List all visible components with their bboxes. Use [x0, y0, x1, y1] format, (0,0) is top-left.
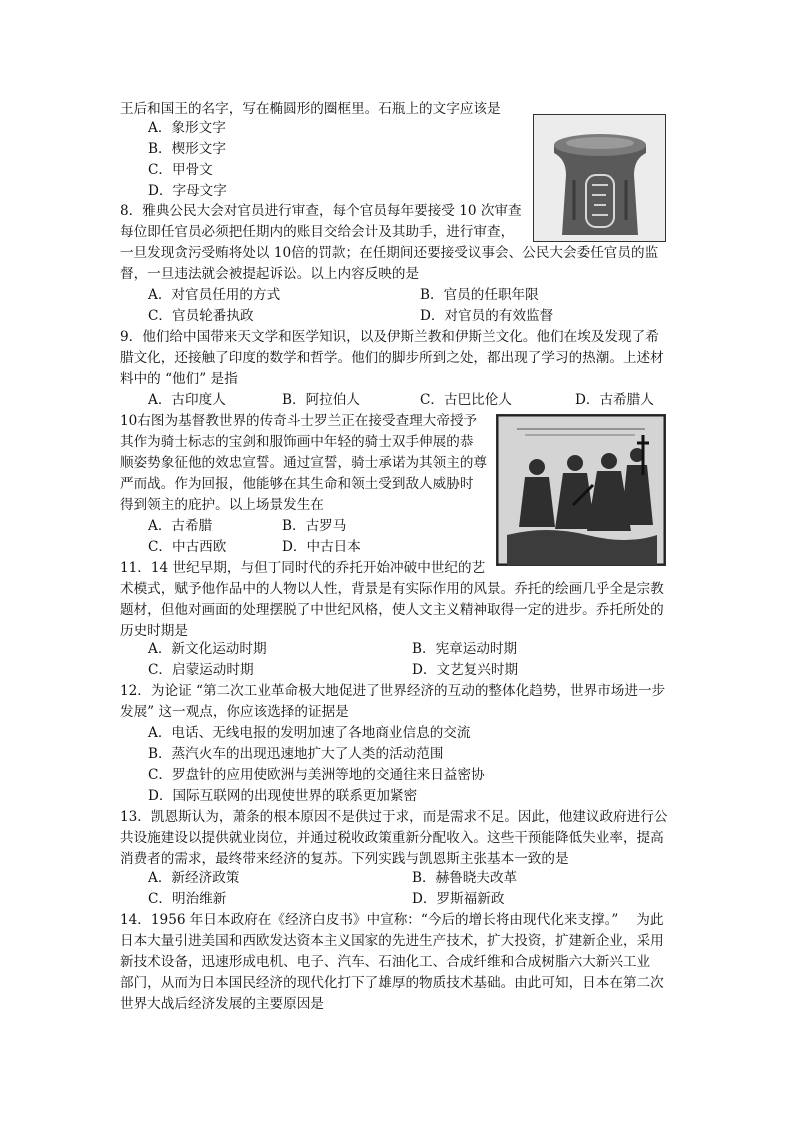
q14-stem-line-3: 新技术设备，迅速形成电机、电子、汽车、石油化工、合成纤维和合成树脂六大新兴工业 — [120, 954, 651, 970]
q12-option-b: B．蒸汽火车的出现迅速地扩大了人类的活动范围 — [148, 746, 444, 762]
q13-stem-line-3: 消费者的需求，最终带来经济的复苏。下列实践与凯恩斯主张基本一致的是 — [120, 851, 569, 867]
q7-option-b: B．楔形文字 — [148, 141, 226, 157]
q13-option-a: A．新经济政策 — [148, 870, 240, 886]
q8-stem-line-3: 一旦发现贪污受贿将处以 10倍的罚款；在任期间还要接受议事会、公民大会委任官员的监 — [120, 245, 659, 261]
q9-stem-line-2: 腊文化，还接触了印度的数学和哲学。他们的脚步所到之处，都出现了学习的热潮。上述材 — [120, 350, 664, 366]
q9-option-d: D．古希腊人 — [575, 392, 654, 408]
q11-option-b: B．宪章运动时期 — [412, 641, 518, 657]
q14-stem-line-4: 部门，从而为日本国民经济的现代化打下了雄厚的物质技术基础。由此可知，日本在第二次 — [120, 975, 664, 991]
q11-option-d: D．文艺复兴时期 — [412, 662, 519, 678]
q12-option-a: A．电话、无线电报的发明加速了各地商业信息的交流 — [148, 725, 471, 741]
q8-stem-line-2: 每位即任官员必须把任期内的账目交给会计及其助手，进行审查， — [120, 224, 515, 240]
q8-option-c: C．官员轮番执政 — [148, 308, 254, 324]
q8-stem-line-4: 督，一旦违法就会被提起诉讼。以上内容反映的是 — [120, 266, 420, 282]
q7-option-d: D．字母文字 — [148, 183, 227, 199]
q10-stem-line-2: 其作为骑士标志的宝剑和服饰画中年轻的骑士双手伸展的恭 — [120, 434, 474, 450]
q14-stem-line-5: 世界大战后经济发展的主要原因是 — [120, 996, 324, 1012]
q10-option-b: B．古罗马 — [282, 518, 347, 534]
q10-stem-line-4: 严而战。作为回报，他能够在其生命和领土受到敌人威胁时 — [120, 476, 474, 492]
q9-option-c: C．古巴比伦人 — [420, 392, 512, 408]
q12-stem-line-1: 12．为论证 “第二次工业革命极大地促进了世界经济的互动的整体化趋势，世界市场进一步 — [120, 683, 666, 699]
q10-stem-line-1: 10右图为基督教世界的传奇斗士罗兰正在接受查理大帝授予 — [120, 413, 478, 429]
q14-stem-line-1: 14．1956 年日本政府在《经济白皮书》中宣称：“今后的增长将由现代化来支撑。” 为此 — [120, 912, 664, 928]
q11-option-a: A．新文化运动时期 — [148, 641, 267, 657]
q13-option-b: B．赫鲁晓夫改革 — [412, 870, 518, 886]
stone-jar-image — [533, 114, 666, 242]
q11-stem-line-3: 题材，但他对画面的处理摆脱了中世纪风格，使人文主义精神取得一定的进步。乔托所处的 — [120, 602, 664, 618]
q10-option-c: C．中古西欧 — [148, 539, 227, 555]
q11-stem-line-4: 历史时期是 — [120, 623, 188, 639]
q13-stem-line-1: 13．凯恩斯认为，萧条的根本原因不是供过于求，而是需求不足。因此，他建议政府进行公 — [120, 809, 668, 825]
q12-option-d: D．国际互联网的出现使世界的联系更加紧密 — [148, 788, 418, 804]
q11-stem-line-1: 11．14 世纪早期，与但丁同时代的乔托开始冲破中世纪的艺 — [120, 560, 486, 576]
q13-option-d: D．罗斯福新政 — [412, 891, 505, 907]
q10-option-a: A．古希腊 — [148, 518, 213, 534]
q9-option-a: A．古印度人 — [148, 392, 226, 408]
q9-option-b: B．阿拉伯人 — [282, 392, 360, 408]
q8-stem-line-1: 8．雅典公民大会对官员进行审查，每个官员每年要接受 10 次审查 — [120, 203, 522, 219]
q10-stem-line-3: 顺姿势象征他的效忠宣誓。通过宣誓，骑士承诺为其领主的尊 — [120, 455, 488, 471]
q12-stem-line-2: 发展” 这一观点，你应该选择的证据是 — [120, 704, 349, 720]
q13-option-c: C．明治维新 — [148, 891, 227, 907]
q11-option-c: C．启蒙运动时期 — [148, 662, 254, 678]
knight-ceremony-image — [496, 414, 666, 566]
q13-stem-line-2: 共设施建设以提供就业岗位，并通过税收政策重新分配收入。这些干预能降低失业率，提高 — [120, 830, 664, 846]
q7-stem: 王后和国王的名字，写在椭圆形的圈框里。石瓶上的文字应该是 — [120, 101, 501, 117]
q9-stem-line-1: 9．他们给中国带来天文学和医学知识，以及伊斯兰教和伊斯兰文化。他们在埃及发现了希 — [120, 329, 659, 345]
q7-option-c: C．甲骨文 — [148, 162, 213, 178]
q8-option-d: D．对官员的有效监督 — [420, 308, 554, 324]
q10-option-d: D．中古日本 — [282, 539, 361, 555]
q9-stem-line-3: 料中的 “他们” 是指 — [120, 371, 238, 387]
q14-stem-line-2: 日本大量引进美国和西欧发达资本主义国家的先进生产技术，扩大投资，扩建新企业，采用 — [120, 933, 664, 949]
q12-option-c: C．罗盘针的应用使欧洲与美洲等地的交通往来日益密协 — [148, 767, 485, 783]
q7-option-a: A．象形文字 — [148, 120, 226, 136]
q8-option-a: A．对官员任用的方式 — [148, 287, 281, 303]
q11-stem-line-2: 术模式，赋予他作品中的人物以人性，背景是有实际作用的风景。乔托的绘画几乎全是宗教 — [120, 581, 664, 597]
q8-option-b: B．官员的任职年限 — [420, 287, 539, 303]
q10-stem-line-5: 得到领主的庇护。以上场景发生在 — [120, 497, 324, 513]
